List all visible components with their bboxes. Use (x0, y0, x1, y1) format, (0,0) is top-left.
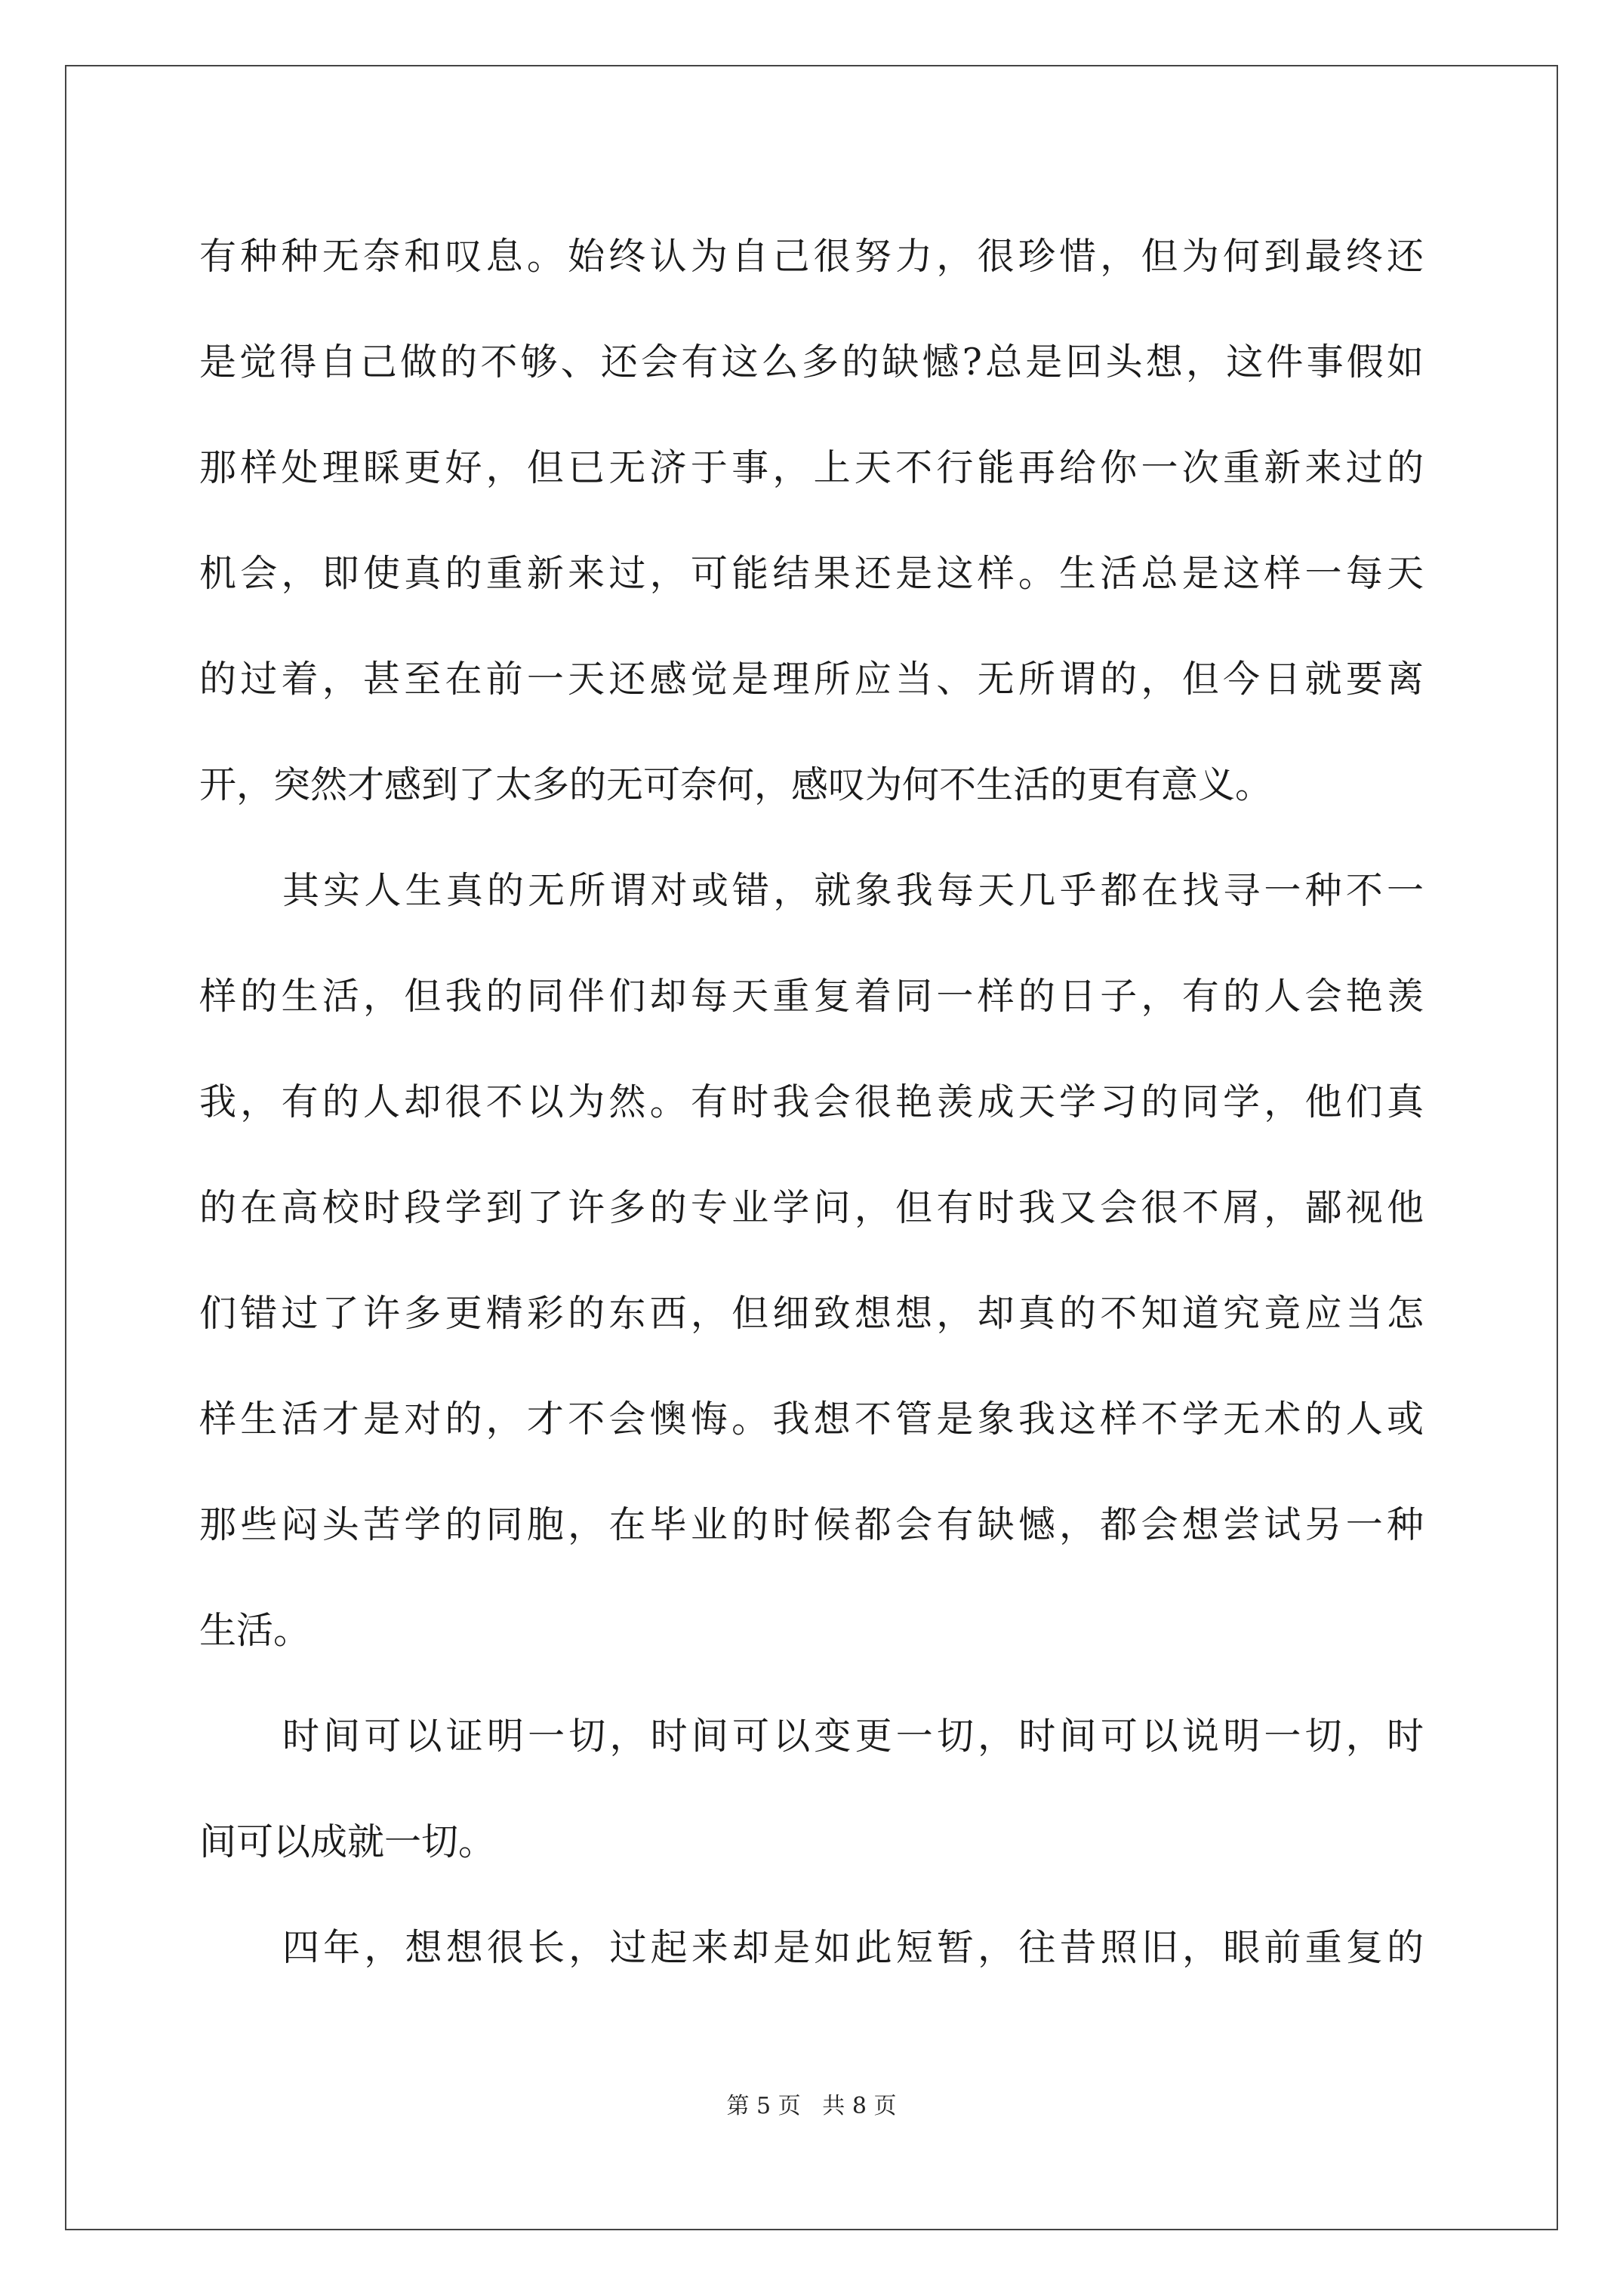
paragraph (199, 838, 1424, 1684)
text-line: 其实人生真的无所谓对或错，就象我每天几乎都在找寻一种不一 (282, 869, 1424, 912)
text-line: 样的生活，但我的同伴们却每天重复着同一样的日子，有的人会艳羡 (199, 975, 1424, 1018)
text-line: 们错过了许多更精彩的东西，但细致想想，却真的不知道究竟应当怎 (199, 1292, 1424, 1335)
text-line: 的在高校时段学到了许多的专业学问，但有时我又会很不屑，鄙视他 (199, 1186, 1424, 1229)
page-total: 共 8 页 (822, 2093, 897, 2119)
text-line: 时间可以证明一切，时间可以变更一切，时间可以说明一切，时 (282, 1715, 1424, 1758)
text-line: 是觉得自己做的不够、还会有这么多的缺憾?总是回头想，这件事假如 (199, 341, 1424, 384)
text-line: 那些闷头苦学的同胞，在毕业的时候都会有缺憾，都会想尝试另一种 (199, 1503, 1424, 1546)
text-line: 那样处理睬更好，但已无济于事，上天不行能再给你一次重新来过的 (199, 446, 1424, 489)
paragraph (199, 1684, 1424, 1895)
text-line: 有种种无奈和叹息。始终认为自己很努力，很珍惜，但为何到最终还 (199, 235, 1424, 278)
paragraph (199, 1895, 1424, 2001)
text-line: 四年，想想很长，过起来却是如此短暂，往昔照旧，眼前重复的 (282, 1926, 1424, 1969)
document-body (199, 204, 1424, 2001)
text-line: 间可以成就一切。 (199, 1820, 496, 1863)
page-footer (0, 2087, 1623, 2120)
text-line: 样生活才是对的，才不会懊悔。我想不管是象我这样不学无术的人或 (199, 1398, 1424, 1441)
page-number: 第 5 页 (726, 2093, 801, 2119)
text-line: 开，突然才感到了太多的无可奈何，感叹为何不生活的更有意义。 (199, 763, 1273, 806)
text-line: 的过着，甚至在前一天还感觉是理所应当、无所谓的，但今日就要离 (199, 658, 1424, 701)
text-line: 我，有的人却很不以为然。有时我会很艳羡成天学习的同学，他们真 (199, 1080, 1424, 1123)
text-line: 生活。 (199, 1609, 311, 1652)
text-line: 机会，即使真的重新来过，可能结果还是这样。生活总是这样一每天 (199, 552, 1424, 595)
paragraph (199, 204, 1424, 838)
